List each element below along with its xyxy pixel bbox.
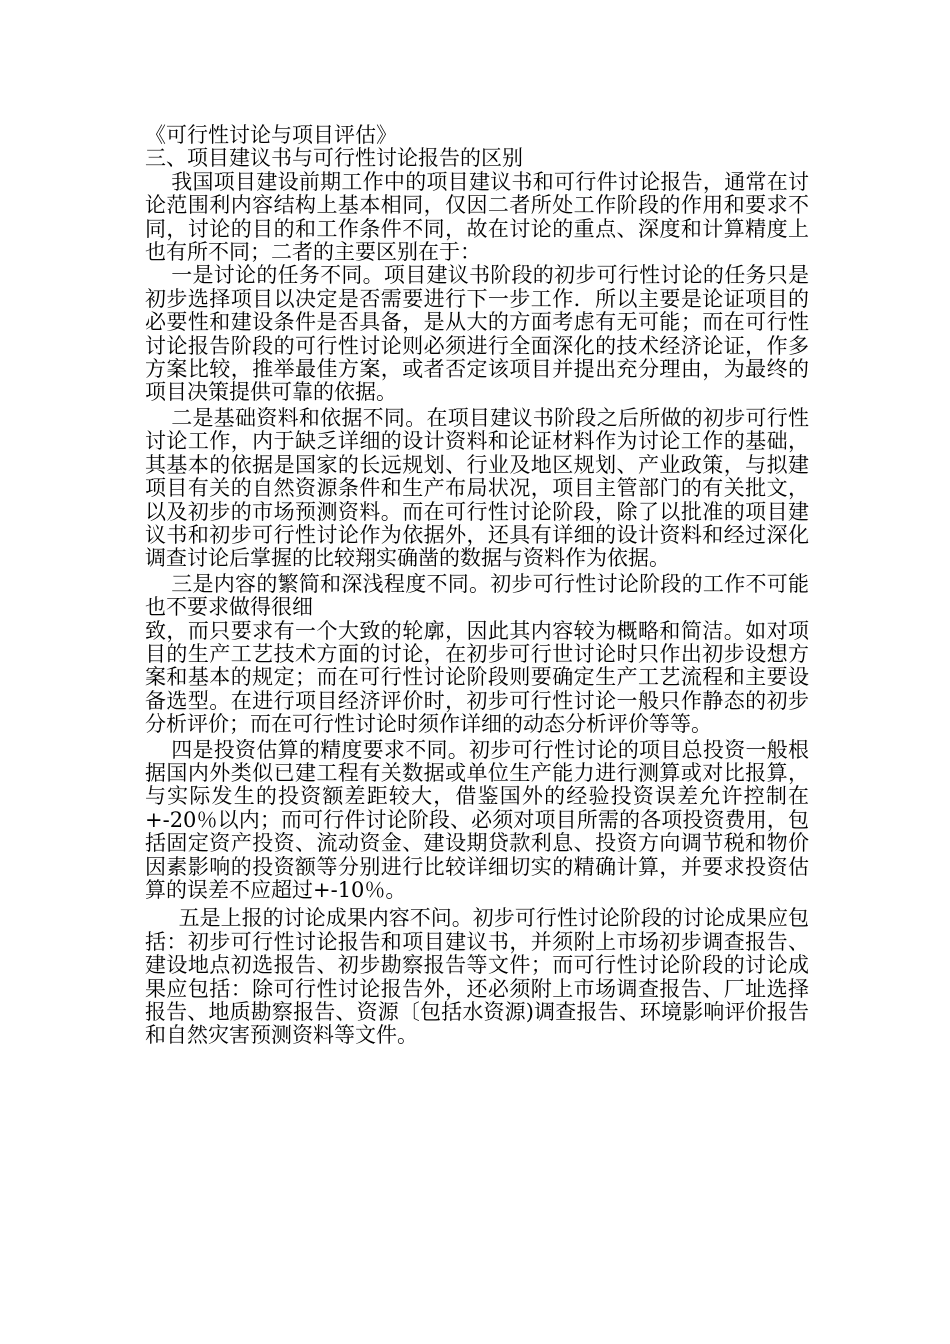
intro-paragraph: 我国项目建设前期工作中的项目建议书和可行件讨论报告，通常在讨论范围利内容结构上基本相同，仅因二者所处工作阶段的作用和要求不同，讨论的目的和工作条件不同，故在讨论的重点、深度和计算精度上也有所不同；二者的主要区别在于： bbox=[145, 169, 809, 265]
document-title: 《可行性讨论与项目评估》 bbox=[145, 123, 397, 147]
section-heading: 三、项目建议书与可行性讨论报告的区别 bbox=[145, 146, 523, 171]
point-1-paragraph: 一是讨论的任务不同。项目建议书阶段的初步可行性讨论的任务只是初步选择项目以决定是否需要进行下一步工作．所以主要是论证项目的必要性和建设条件是否具备，是从大的方面考虑有无可能；而在可行性讨论报告阶段的可行性讨论则必须进行全面深化的技术经济论证，作多方案比较，推举最佳方案，或者否定该项目并提出充分理由，为最终的项目决策提供可靠的依据。 bbox=[145, 263, 809, 405]
point-3-paragraph: 三是内容的繁简和深浅程度不同。初步可行性讨论阶段的工作不可能也不要求做得很细 bbox=[145, 571, 809, 620]
point-5-paragraph: 五是上报的讨论成果内容不问。初步可行性讨论阶段的讨论成果应包括：初步可行性讨论报告和项目建议书，并须附上市场初步调查报告、建设地点初选报告、初步勘察报告等文件；而可行性讨论阶段的讨论成果应包括：除可行性讨论报告外，还必须附上市场调查报告、厂址选择报告、地质勘察报告、资源〔包括水资源)调查报告、环境影响评价报告和自然灾害预测资料等文件。 bbox=[145, 906, 809, 1048]
point-3-continuation: 致，而只要求有一个大致的轮廓，因此其内容较为概略和简洁。如对项目的生产工艺技术方面的讨论，在初步可行世讨论时只作出初步设想方案和基本的规定；而在可行性讨论阶段则要确定生产工艺流程和主要设备选型。在进行项目经济评价时，初步可行性讨论一般只作静态的初步分析评价；而在可行性讨论时须作详细的动态分析评价等等。 bbox=[145, 618, 809, 737]
point-2-paragraph: 二是基础资料和依据不同。在项目建议书阶段之后所做的初步可行性讨论工作，内于缺乏详细的设计资料和论证材料作为讨论工作的基础，其基本的依据是国家的长远规划、行业及地区规划、产业政策，与拟建项目有关的自然资源条件和生产布局状况，项目主管部门的有关批文，以及初步的市场预测资料。而在可行性讨论阶段，除了以批准的项目建议书和初步可行性讨论作为依据外，还具有详细的设计资料和经过深化调查讨论后掌握的比较翔实确凿的数据与资料作为依据。 bbox=[145, 405, 809, 571]
point-4-paragraph: 四是投资估算的精度要求不同。初步可行性讨论的项目总投资一般根据国内外类似已建工程有关数据或单位生产能力进行测算或对比报算，与实际发生的投资额差距较大，借鉴国外的经验投资误差允许控制在+-20％以内；而可行件讨论阶段、必须对项目所需的各项投资费用，包括固定资产投资、流动资金、建设期贷款利息、投资方向调节税和物价因素影响的投资额等分别进行比较详细切实的精确计算，并要求投资估算的误差不应超过+-10％。 bbox=[145, 737, 809, 902]
document-page bbox=[145, 124, 809, 1048]
